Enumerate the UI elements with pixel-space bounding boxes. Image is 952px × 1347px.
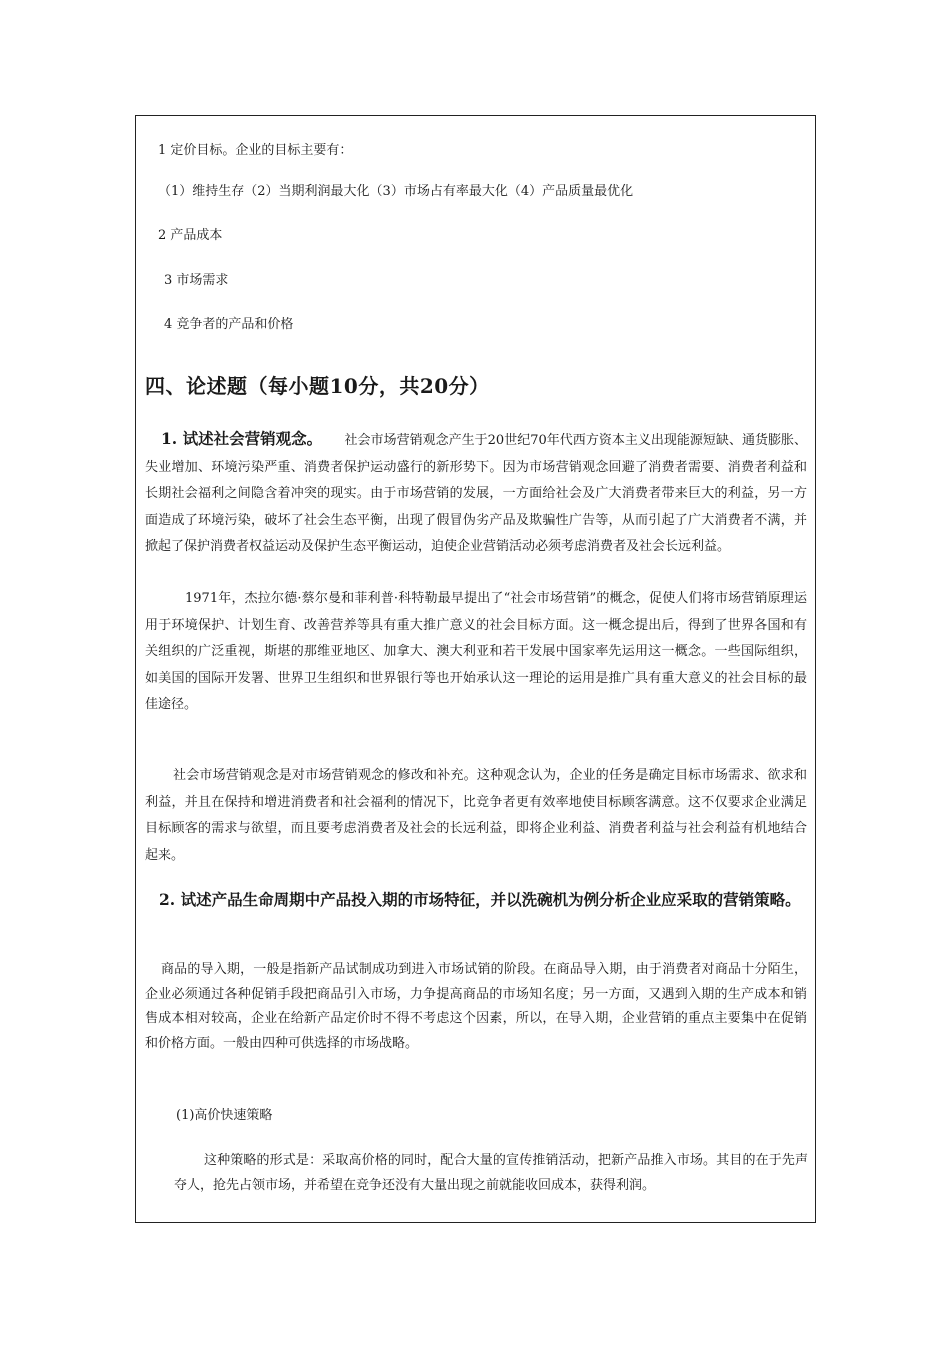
q1-title: 1. 试述社会营销观念。	[161, 429, 323, 448]
outline-item-1-sub: （1）维持生存（2）当期利润最大化（3）市场占有率最大化（4）产品质量最优化	[158, 184, 634, 199]
q1-paragraph-1	[145, 426, 807, 561]
strategy-1-title: (1)高价快速策略	[176, 1108, 273, 1123]
q2-paragraph-1: 商品的导入期，一般是指新产品试制成功到进入市场试销的阶段。在商品导入期，由于消费者对商品十分陌生，企业必须通过各种促销手段把商品引入市场，力争提高商品的市场知名度；另一方面，又遇到入期的生产成本和销售成本相对较高，企业在给新产品定价时不得不考虑这个因素，所以，在导入期，企业营销的重点主要集中在促销和价格方面。一般由四种可供选择的市场战略。	[145, 962, 807, 1051]
outline-item-2: 2 产品成本	[158, 228, 223, 243]
outline-item-3: 3 市场需求	[164, 273, 229, 288]
q1-paragraph-2: 1971年，杰拉尔德·蔡尔曼和菲利普·科特勒最早提出了“社会市场营销”的概念，促使人们将市场营销原理运用于环境保护、计划生育、改善营养等具有重大推广意义的社会目标方面。这一概念提出后，得到了世界各国和有关组织的广泛重视，斯堪的那维亚地区、加拿大、澳大利亚和若干发展中国家率先运用这一概念。一些国际组织，如美国的国际开发署、世界卫生组织和世界银行等也开始承认这一理论的运用是推广具有重大意义的社会目标的最佳途径。	[145, 591, 807, 712]
strategy-1-text: 这种策略的形式是：采取高价格的同时，配合大量的宣传推销活动，把新产品推入市场。其目的在于先声夺人，抢先占领市场，并希望在竞争还没有大量出现之前就能收回成本，获得利润。	[174, 1153, 808, 1193]
content-frame	[135, 115, 816, 1223]
section-title: 四、论述题（每小题10分，共20分）	[145, 374, 490, 398]
q1-p1-text: 社会市场营销观念产生于20世纪70年代西方资本主义出现能源短缺、通货膨胀、失业增加、环境污染严重、消费者保护运动盛行的新形势下。因为市场营销观念回避了消费者需要、消费者利益和长期社会福利之间隐含着冲突的现实。由于市场营销的发展，一方面给社会及广大消费者带来巨大的利益，另一方面造成了环境污染，破坏了社会生态平衡，出现了假冒伪劣产品及欺骗性广告等，从而引起了广大消费者不满，并掀起了保护消费者权益运动及保护生态平衡运动，迫使企业营销活动必须考虑消费者及社会长远利益。	[145, 433, 808, 554]
q2-title: 2. 试述产品生命周期中产品投入期的市场特征，并以洗碗机为例分析企业应采取的营销策略。	[159, 890, 801, 909]
outline-item-1: 1 定价目标。企业的目标主要有：	[158, 143, 353, 158]
q1-paragraph-3: 社会市场营销观念是对市场营销观念的修改和补充。这种观念认为，企业的任务是确定目标市场需求、欲求和利益，并且在保持和增进消费者和社会福利的情况下，比竞争者更有效率地使目标顾客满意。这不仅要求企业满足目标顾客的需求与欲望，而且要考虑消费者及社会的长远利益，即将企业利益、消费者利益与社会利益有机地结合起来。	[145, 768, 807, 863]
outline-item-4: 4 竞争者的产品和价格	[164, 317, 294, 332]
